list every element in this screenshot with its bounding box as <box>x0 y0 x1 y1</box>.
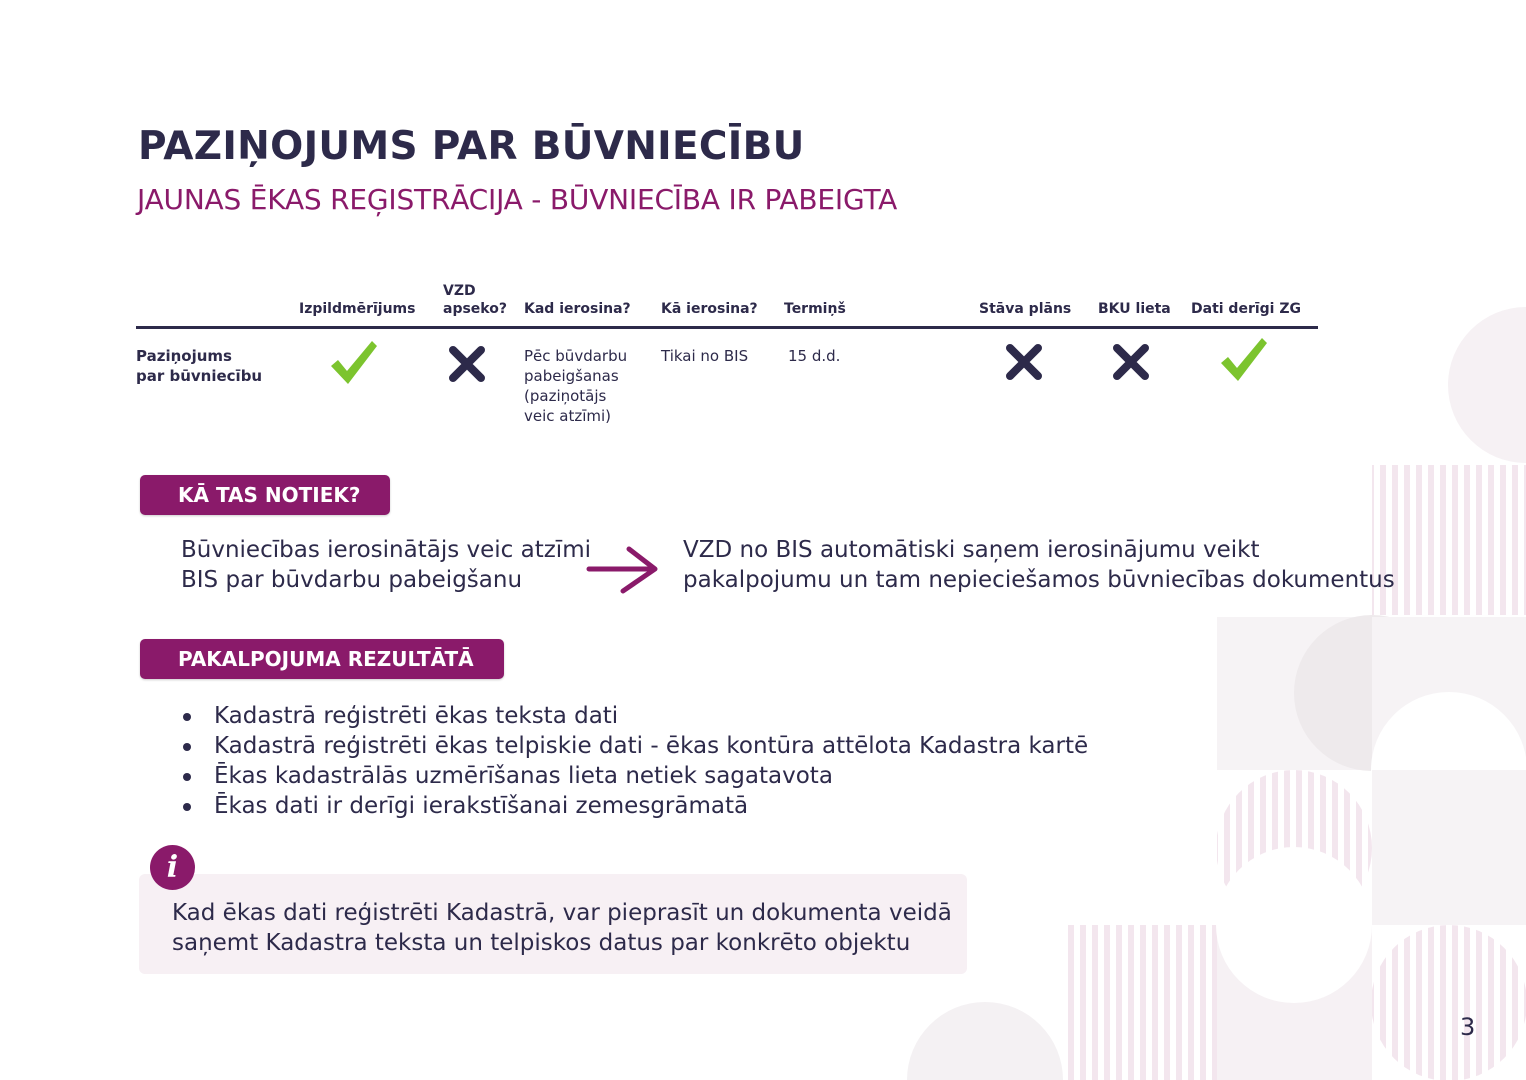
info-text-line1: Kad ēkas dati reģistrēti Kadastrā, var pieprasīt un dokumenta veidā <box>172 900 952 926</box>
how-section-label: KĀ TAS NOTIEK? <box>140 475 390 515</box>
col-header-zg: Dati derīgi ZG <box>1191 301 1301 317</box>
row-name <box>136 346 262 386</box>
row-how: Tikai no BIS <box>661 347 749 365</box>
check-icon <box>328 338 380 388</box>
flow-step-initiator-line2: BIS par būvdarbu pabeigšanu <box>181 567 523 593</box>
row-when-line2: pabeigšanas <box>524 367 619 385</box>
arrow-right-icon <box>585 545 661 597</box>
col-header-bku: BKU lieta <box>1098 301 1171 317</box>
cross-icon <box>1004 342 1044 382</box>
flow-step-initiator <box>181 535 591 595</box>
info-text-line2: saņemt Kadastra teksta un telpiskos datus par konkrēto objektu <box>172 930 911 956</box>
cross-icon <box>1111 342 1151 382</box>
info-text <box>172 898 952 958</box>
col-header-when: Kad ierosina? <box>524 301 631 317</box>
row-when <box>524 346 627 426</box>
cross-icon <box>447 344 487 384</box>
col-header-vzd-line2: apseko? <box>443 301 507 317</box>
col-header-term: Termiņš <box>784 301 846 317</box>
col-header-vzd <box>443 282 507 318</box>
row-when-line1: Pēc būvdarbu <box>524 347 628 365</box>
table-header-rule <box>136 326 1318 329</box>
flow-step-vzd <box>683 535 1395 595</box>
col-header-executor: Izpildmērījums <box>299 301 416 317</box>
page-subtitle: JAUNAS ĒKAS REĢISTRĀCIJA - BŪVNIECĪBA IR PABEIGTA <box>137 183 898 216</box>
page-number: 3 <box>1460 1013 1476 1041</box>
list-item: Kadastrā reģistrēti ēkas telpiskie dati - ēkas kontūra attēlota Kadastra kartē <box>180 731 1088 761</box>
info-box <box>139 874 967 974</box>
col-header-how: Kā ierosina? <box>661 301 758 317</box>
info-icon: i <box>150 845 195 890</box>
row-name-line2: par būvniecību <box>136 367 263 385</box>
col-header-floor-plan: Stāva plāns <box>979 301 1072 317</box>
list-item: Kadastrā reģistrēti ēkas teksta dati <box>180 701 1088 731</box>
result-list <box>180 701 1088 821</box>
list-item: Ēkas dati ir derīgi ierakstīšanai zemesgrāmatā <box>180 791 1088 821</box>
row-name-line1: Paziņojums <box>136 347 232 365</box>
check-icon <box>1218 335 1270 385</box>
flow-step-initiator-line1: Būvniecības ierosinātājs veic atzīmi <box>181 537 591 563</box>
flow-step-vzd-line1: VZD no BIS automātiski saņem ierosinājumu veikt <box>683 537 1260 563</box>
row-term: 15 d.d. <box>788 347 841 365</box>
col-header-vzd-line1: VZD <box>443 283 476 299</box>
row-when-line4: veic atzīmi) <box>524 407 612 425</box>
list-item: Ēkas kadastrālās uzmērīšanas lieta netiek sagatavota <box>180 761 1088 791</box>
result-section-label: PAKALPOJUMA REZULTĀTĀ <box>140 639 504 679</box>
page-title: PAZIŅOJUMS PAR BŪVNIECĪBU <box>138 124 805 169</box>
flow-step-vzd-line2: pakalpojumu un tam nepieciešamos būvniecības dokumentus <box>683 567 1395 593</box>
row-when-line3: (paziņotājs <box>524 387 607 405</box>
